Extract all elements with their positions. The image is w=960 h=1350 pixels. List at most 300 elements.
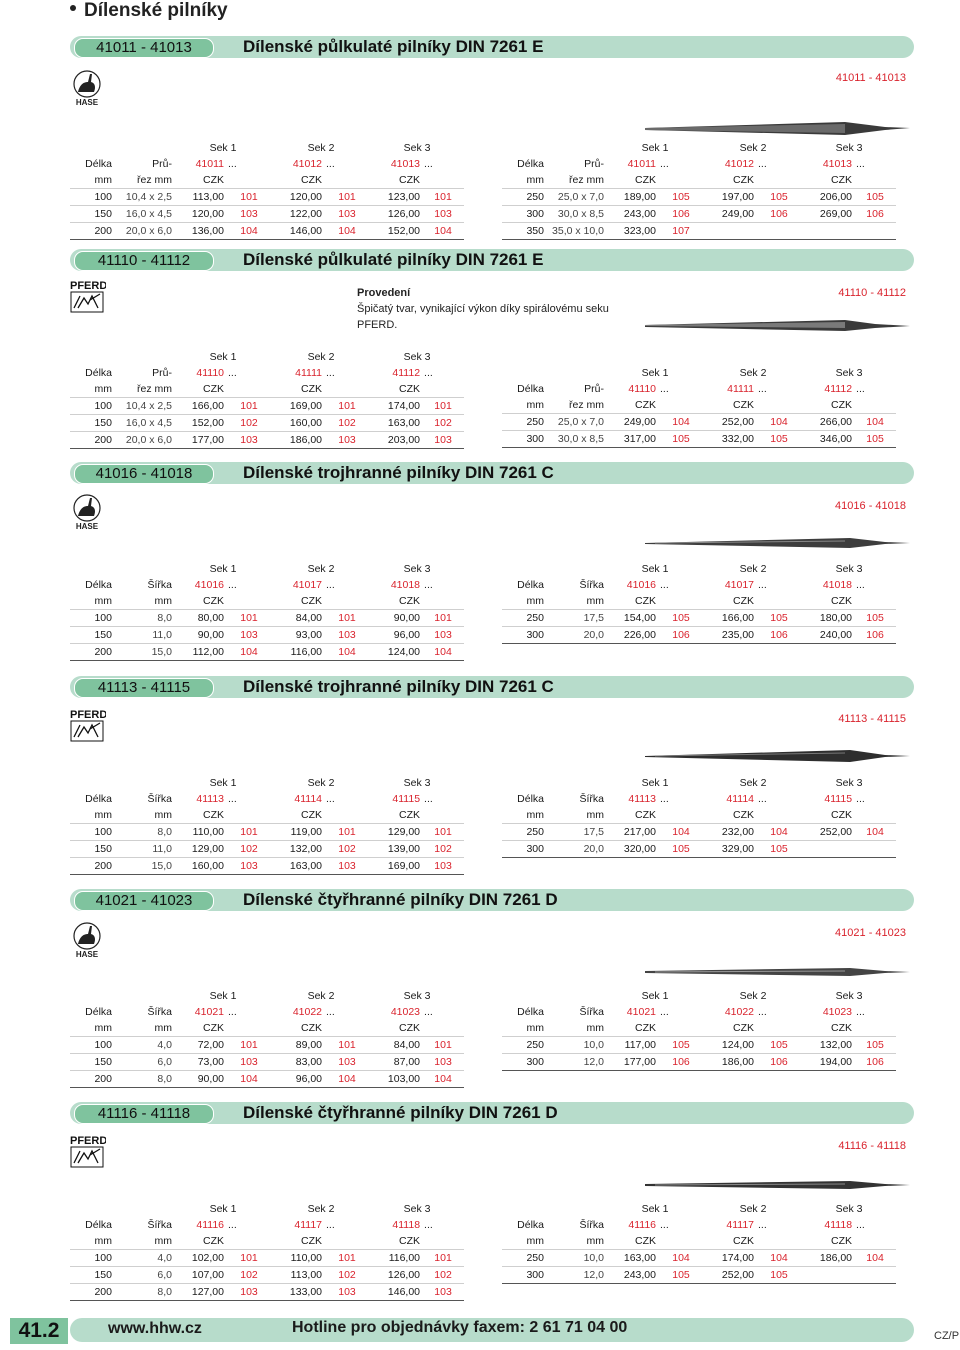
header-code-1: 41110 bbox=[628, 383, 656, 395]
section-title: Dílenské půlkulaté pilníky DIN 7261 E bbox=[243, 37, 544, 56]
section-description bbox=[357, 285, 609, 333]
cell-group-1: 106 bbox=[658, 1054, 704, 1071]
table-row bbox=[70, 610, 464, 627]
cell-price-1: 90,00 bbox=[174, 627, 226, 644]
cell-price-2: 122,00 bbox=[272, 206, 324, 223]
unit-price-1: CZK bbox=[635, 809, 656, 821]
cell-price-1: 152,00 bbox=[174, 415, 226, 432]
header-unit-row bbox=[502, 807, 896, 824]
cell-price-2: 332,00 bbox=[704, 431, 756, 448]
cell-price-3: 194,00 bbox=[802, 1054, 854, 1071]
cell-group-3: 102 bbox=[422, 841, 464, 858]
cell-group-2: 101 bbox=[324, 1250, 370, 1267]
header-sek1: Sek 1 bbox=[209, 142, 237, 154]
cell-price-2: 119,00 bbox=[272, 824, 324, 841]
cell-price-2: 146,00 bbox=[272, 223, 324, 240]
header-code-3: 41115 bbox=[824, 793, 853, 805]
table-row bbox=[502, 189, 896, 206]
unit-length: mm bbox=[526, 1022, 544, 1034]
cell-group-3: 101 bbox=[422, 1250, 464, 1267]
cell-length: 300 bbox=[502, 1267, 546, 1284]
hase-logo bbox=[70, 70, 104, 104]
unit-price-2: CZK bbox=[733, 174, 755, 186]
header-unit-row bbox=[502, 1233, 896, 1250]
table-row bbox=[502, 824, 896, 841]
table-row bbox=[502, 841, 896, 858]
table-row bbox=[502, 627, 896, 644]
cell-price-3: 126,00 bbox=[370, 206, 422, 223]
cell-length: 250 bbox=[502, 1037, 546, 1054]
cell-length: 300 bbox=[502, 627, 546, 644]
section-title: Dílenské půlkulaté pilníky DIN 7261 E bbox=[243, 250, 544, 269]
header-code-row bbox=[70, 1004, 464, 1020]
price-table-right bbox=[502, 775, 896, 858]
table-row bbox=[502, 431, 896, 448]
table-row bbox=[70, 1071, 464, 1088]
cell-dimension: 6,0 bbox=[114, 1054, 174, 1071]
cell-length: 150 bbox=[70, 627, 114, 644]
header-sek2: Sek 2 bbox=[739, 990, 767, 1002]
cell-price-2: 83,00 bbox=[272, 1054, 324, 1071]
unit-dimension: mm bbox=[586, 809, 604, 821]
header-code-2: 41017 bbox=[292, 579, 323, 591]
cell-price-2: 232,00 bbox=[704, 824, 756, 841]
header-code-3-suffix: ... bbox=[856, 383, 865, 395]
header-sek3: Sek 3 bbox=[835, 1203, 863, 1215]
footer-url[interactable]: www.hhw.cz bbox=[108, 1320, 202, 1337]
price-table-right bbox=[502, 140, 896, 240]
cell-price-3: 186,00 bbox=[802, 1250, 854, 1267]
header-code-1: 41113 bbox=[628, 793, 656, 805]
header-code-2: 41012 bbox=[724, 158, 755, 170]
unit-length: mm bbox=[526, 595, 544, 607]
cell-dimension: 15,0 bbox=[114, 644, 174, 661]
cell-group-2: 101 bbox=[324, 189, 370, 206]
section-title: Dílenské čtyřhranné pilníky DIN 7261 D bbox=[243, 1103, 558, 1122]
cell-price-1: 226,00 bbox=[606, 627, 658, 644]
header-length: Délka bbox=[85, 579, 112, 591]
cell-price-3: 116,00 bbox=[370, 1250, 422, 1267]
cell-group-2: 101 bbox=[324, 610, 370, 627]
file-tool-image bbox=[645, 1175, 915, 1202]
cell-group-3: 106 bbox=[854, 627, 896, 644]
header-sek3: Sek 3 bbox=[835, 777, 863, 789]
cell-dimension: 8,0 bbox=[114, 1284, 174, 1301]
unit-price-3: CZK bbox=[399, 595, 421, 607]
table-row bbox=[502, 610, 896, 627]
header-unit-row bbox=[70, 1233, 464, 1250]
header-sek1: Sek 1 bbox=[641, 367, 669, 379]
cell-group-1: 106 bbox=[658, 206, 704, 223]
table-row bbox=[502, 1054, 896, 1071]
header-unit-row bbox=[502, 593, 896, 610]
cell-group-1: 101 bbox=[226, 189, 272, 206]
hase-logo bbox=[70, 494, 104, 528]
cell-group-2: 106 bbox=[756, 627, 802, 644]
header-code-3: 41013 bbox=[822, 158, 853, 170]
cell-group-1: 101 bbox=[226, 1250, 272, 1267]
cell-group-2: 104 bbox=[756, 824, 802, 841]
cell-dimension: 10,0 bbox=[546, 1250, 606, 1267]
cell-group-2: 103 bbox=[324, 1054, 370, 1071]
cell-price-3: 203,00 bbox=[370, 432, 422, 449]
cell-group-1: 102 bbox=[226, 415, 272, 432]
header-code-2: 41114 bbox=[726, 793, 755, 805]
table-row bbox=[70, 841, 464, 858]
header-code-3: 41118 bbox=[824, 1219, 853, 1231]
cell-group-1: 105 bbox=[658, 431, 704, 448]
cell-price-3: 90,00 bbox=[370, 610, 422, 627]
cell-price-1: 177,00 bbox=[606, 1054, 658, 1071]
header-sek3: Sek 3 bbox=[403, 142, 431, 154]
cell-group-3: 101 bbox=[422, 1037, 464, 1054]
header-code-2: 41111 bbox=[727, 383, 755, 395]
cell-price-3: 206,00 bbox=[802, 189, 854, 206]
table-row bbox=[70, 1037, 464, 1054]
unit-dimension: mm bbox=[154, 595, 172, 607]
cell-dimension: 11,0 bbox=[114, 841, 174, 858]
cell-dimension: 25,0 x 7,0 bbox=[546, 414, 606, 431]
cell-price-3: 123,00 bbox=[370, 189, 422, 206]
header-code-2-suffix: ... bbox=[758, 793, 767, 805]
cell-group-3: 104 bbox=[422, 223, 464, 240]
header-length: Délka bbox=[85, 158, 112, 170]
cell-length: 150 bbox=[70, 415, 114, 432]
header-code-3: 41023 bbox=[390, 1006, 421, 1018]
price-table-right bbox=[502, 561, 896, 644]
unit-price-3: CZK bbox=[399, 383, 421, 395]
cell-price-3: 103,00 bbox=[370, 1071, 422, 1088]
cell-group-2: 103 bbox=[324, 627, 370, 644]
cell-group-3: 103 bbox=[422, 627, 464, 644]
header-code-row bbox=[502, 1217, 896, 1233]
header-code-2: 41022 bbox=[292, 1006, 323, 1018]
header-dimension: Prů- bbox=[152, 158, 172, 170]
cell-price-1: 160,00 bbox=[174, 858, 226, 875]
cell-price-1: 217,00 bbox=[606, 824, 658, 841]
header-sek1: Sek 1 bbox=[209, 990, 237, 1002]
cell-dimension: 20,0 x 6,0 bbox=[114, 223, 174, 240]
cell-group-3: 103 bbox=[422, 1284, 464, 1301]
section-header-bar bbox=[70, 1102, 914, 1124]
footer-hotline: Hotline pro objednávky faxem: 2 61 71 04 00 bbox=[292, 1319, 628, 1336]
header-sek3: Sek 3 bbox=[835, 563, 863, 575]
cell-group-3: 101 bbox=[422, 610, 464, 627]
cell-group-2: 104 bbox=[324, 223, 370, 240]
cell-group-3: 105 bbox=[854, 610, 896, 627]
table-row bbox=[502, 1267, 896, 1284]
header-sek-row bbox=[70, 349, 464, 365]
cell-length: 300 bbox=[502, 1054, 546, 1071]
header-sek2: Sek 2 bbox=[739, 777, 767, 789]
header-code-3-suffix: ... bbox=[856, 1219, 865, 1231]
price-table-left bbox=[70, 1201, 464, 1301]
section-code: 41116 - 41118 bbox=[74, 1104, 214, 1124]
header-sek-row bbox=[502, 988, 896, 1004]
cell-dimension: 16,0 x 4,5 bbox=[114, 206, 174, 223]
cell-price-1: 110,00 bbox=[174, 824, 226, 841]
cell-price-2 bbox=[704, 223, 756, 240]
cell-length: 250 bbox=[502, 414, 546, 431]
unit-price-1: CZK bbox=[635, 1022, 656, 1034]
cell-group-1: 101 bbox=[226, 1037, 272, 1054]
cell-price-2: 160,00 bbox=[272, 415, 324, 432]
cell-group-1: 103 bbox=[226, 1284, 272, 1301]
cell-price-3: 139,00 bbox=[370, 841, 422, 858]
header-sek3: Sek 3 bbox=[403, 777, 431, 789]
header-code-row bbox=[502, 156, 896, 172]
header-code-3-suffix: ... bbox=[424, 1006, 433, 1018]
unit-dimension: řez mm bbox=[137, 383, 172, 395]
unit-price-1: CZK bbox=[203, 809, 224, 821]
cell-group-2: 105 bbox=[756, 431, 802, 448]
price-table-right bbox=[502, 988, 896, 1071]
header-code-1-suffix: ... bbox=[228, 1006, 237, 1018]
cell-group-1: 104 bbox=[226, 223, 272, 240]
pferd-logo bbox=[70, 709, 104, 743]
header-code-2-suffix: ... bbox=[758, 579, 767, 591]
header-sek-row bbox=[502, 775, 896, 791]
header-code-1: 41016 bbox=[194, 579, 224, 591]
header-sek2: Sek 2 bbox=[739, 1203, 767, 1215]
header-code-1-suffix: ... bbox=[660, 383, 669, 395]
cell-price-1: 177,00 bbox=[174, 432, 226, 449]
cell-length: 200 bbox=[70, 644, 114, 661]
cell-price-2: 329,00 bbox=[704, 841, 756, 858]
cell-price-1: 323,00 bbox=[606, 223, 658, 240]
cell-price-3: 346,00 bbox=[802, 431, 854, 448]
header-sek1: Sek 1 bbox=[209, 777, 237, 789]
cell-price-3: 84,00 bbox=[370, 1037, 422, 1054]
page-title: Dílenské pilníky bbox=[70, 0, 228, 22]
table-row bbox=[70, 627, 464, 644]
header-code-1-suffix: ... bbox=[660, 1006, 669, 1018]
unit-price-2: CZK bbox=[733, 1022, 755, 1034]
cell-group-1: 103 bbox=[226, 1054, 272, 1071]
header-sek2: Sek 2 bbox=[307, 990, 335, 1002]
cell-dimension: 10,4 x 2,5 bbox=[114, 398, 174, 415]
header-code-3: 41018 bbox=[822, 579, 853, 591]
cell-group-1: 106 bbox=[658, 627, 704, 644]
file-tool-image bbox=[645, 962, 915, 989]
section-code: 41021 - 41023 bbox=[74, 891, 214, 911]
cell-group-1: 103 bbox=[226, 432, 272, 449]
cell-price-3 bbox=[802, 1267, 854, 1284]
unit-length: mm bbox=[94, 809, 112, 821]
table-row bbox=[70, 432, 464, 449]
cell-length: 150 bbox=[70, 1267, 114, 1284]
cell-length: 200 bbox=[70, 1284, 114, 1301]
header-dimension: Šířka bbox=[579, 579, 604, 591]
header-sek2: Sek 2 bbox=[307, 351, 335, 363]
cell-group-1: 101 bbox=[226, 610, 272, 627]
cell-price-1: 90,00 bbox=[174, 1071, 226, 1088]
table-row bbox=[70, 1284, 464, 1301]
cell-group-3: 106 bbox=[854, 1054, 896, 1071]
header-sek-row bbox=[70, 140, 464, 156]
header-code-1: 41113 bbox=[196, 793, 224, 805]
cell-price-3: 252,00 bbox=[802, 824, 854, 841]
cell-price-3: 129,00 bbox=[370, 824, 422, 841]
header-length: Délka bbox=[517, 383, 544, 395]
header-code-2: 41114 bbox=[294, 793, 323, 805]
cell-price-3: 126,00 bbox=[370, 1267, 422, 1284]
unit-price-3: CZK bbox=[399, 1235, 421, 1247]
price-table-left bbox=[70, 561, 464, 661]
cell-price-2: 89,00 bbox=[272, 1037, 324, 1054]
cell-group-2: 101 bbox=[324, 824, 370, 841]
unit-price-1: CZK bbox=[635, 595, 656, 607]
file-tool-image bbox=[645, 746, 915, 773]
unit-dimension: řez mm bbox=[137, 174, 172, 186]
cell-price-2: 116,00 bbox=[272, 644, 324, 661]
header-code-row bbox=[70, 156, 464, 172]
cell-dimension: 16,0 x 4,5 bbox=[114, 415, 174, 432]
cell-group-2: 103 bbox=[324, 206, 370, 223]
cell-group-3: 103 bbox=[422, 206, 464, 223]
cell-group-3: 105 bbox=[854, 189, 896, 206]
section-header-bar bbox=[70, 249, 914, 271]
cell-group-2: 104 bbox=[324, 644, 370, 661]
header-length: Délka bbox=[85, 1219, 112, 1231]
header-length: Délka bbox=[85, 793, 112, 805]
section-code: 41011 - 41013 bbox=[74, 38, 214, 58]
header-code-1: 41021 bbox=[194, 1006, 224, 1018]
header-code-3: 41023 bbox=[822, 1006, 853, 1018]
cell-group-1: 103 bbox=[226, 206, 272, 223]
cell-price-2: 93,00 bbox=[272, 627, 324, 644]
svg-text:PFERD: PFERD bbox=[70, 709, 106, 721]
cell-group-2: 105 bbox=[756, 841, 802, 858]
cell-length: 200 bbox=[70, 432, 114, 449]
header-code-1-suffix: ... bbox=[660, 1219, 669, 1231]
cell-group-1: 102 bbox=[226, 841, 272, 858]
header-length: Délka bbox=[517, 793, 544, 805]
cell-group-3: 101 bbox=[422, 824, 464, 841]
table-row bbox=[70, 189, 464, 206]
cell-group-3: 101 bbox=[422, 398, 464, 415]
header-code-2-suffix: ... bbox=[326, 158, 335, 170]
cell-price-3: 180,00 bbox=[802, 610, 854, 627]
section-code-red: 41011 - 41013 bbox=[835, 72, 906, 84]
header-sek3: Sek 3 bbox=[403, 351, 431, 363]
header-code-row bbox=[70, 577, 464, 593]
cell-group-2: 105 bbox=[756, 189, 802, 206]
cell-group-3: 102 bbox=[422, 415, 464, 432]
unit-dimension: mm bbox=[586, 1022, 604, 1034]
cell-length: 150 bbox=[70, 206, 114, 223]
cell-length: 300 bbox=[502, 431, 546, 448]
unit-length: mm bbox=[526, 1235, 544, 1247]
cell-price-2: 133,00 bbox=[272, 1284, 324, 1301]
cell-price-1: 136,00 bbox=[174, 223, 226, 240]
unit-length: mm bbox=[526, 174, 544, 186]
cell-group-1: 105 bbox=[658, 610, 704, 627]
header-code-3: 41018 bbox=[390, 579, 421, 591]
price-table-left bbox=[70, 775, 464, 875]
cell-price-1: 154,00 bbox=[606, 610, 658, 627]
cell-group-2: 102 bbox=[324, 841, 370, 858]
price-table-right bbox=[502, 365, 896, 448]
header-sek3: Sek 3 bbox=[403, 990, 431, 1002]
header-code-2: 41111 bbox=[295, 367, 323, 379]
cell-dimension: 30,0 x 8,5 bbox=[546, 431, 606, 448]
unit-price-2: CZK bbox=[733, 1235, 755, 1247]
cell-price-3: 269,00 bbox=[802, 206, 854, 223]
header-code-1: 41011 bbox=[627, 158, 656, 170]
header-code-3: 41112 bbox=[392, 367, 421, 379]
cell-group-2: 101 bbox=[324, 398, 370, 415]
header-unit-row bbox=[502, 1020, 896, 1037]
header-code-2-suffix: ... bbox=[326, 1219, 335, 1231]
header-sek-row bbox=[502, 561, 896, 577]
cell-group-2: 104 bbox=[756, 414, 802, 431]
price-table-left bbox=[70, 349, 464, 449]
table-row bbox=[70, 1267, 464, 1284]
header-sek3: Sek 3 bbox=[403, 1203, 431, 1215]
unit-price-2: CZK bbox=[733, 399, 755, 411]
cell-group-2: 103 bbox=[324, 1284, 370, 1301]
cell-length: 100 bbox=[70, 1250, 114, 1267]
header-sek-row bbox=[502, 1201, 896, 1217]
cell-price-2: 186,00 bbox=[704, 1054, 756, 1071]
cell-price-3: 87,00 bbox=[370, 1054, 422, 1071]
header-code-3-suffix: ... bbox=[856, 793, 865, 805]
unit-dimension: mm bbox=[154, 1022, 172, 1034]
cell-dimension: 25,0 x 7,0 bbox=[546, 189, 606, 206]
header-length: Délka bbox=[517, 579, 544, 591]
cell-price-1: 243,00 bbox=[606, 1267, 658, 1284]
header-code-2-suffix: ... bbox=[326, 793, 335, 805]
unit-price-2: CZK bbox=[301, 1235, 323, 1247]
cell-price-1: 107,00 bbox=[174, 1267, 226, 1284]
file-tool-image bbox=[645, 316, 915, 343]
header-sek-row bbox=[502, 365, 896, 381]
header-unit-row bbox=[70, 593, 464, 610]
cell-dimension: 6,0 bbox=[114, 1267, 174, 1284]
header-code-1: 41110 bbox=[196, 367, 224, 379]
header-unit-row bbox=[502, 397, 896, 414]
cell-price-3: 266,00 bbox=[802, 414, 854, 431]
unit-length: mm bbox=[526, 399, 544, 411]
footer-language: CZ/P bbox=[934, 1330, 960, 1342]
cell-dimension: 8,0 bbox=[114, 824, 174, 841]
section-header-bar bbox=[70, 462, 914, 484]
section-title: Dílenské trojhranné pilníky DIN 7261 C bbox=[243, 463, 554, 482]
header-code-2-suffix: ... bbox=[758, 1219, 767, 1231]
cell-price-2: 110,00 bbox=[272, 1250, 324, 1267]
pferd-logo bbox=[70, 1135, 104, 1169]
section-header-bar bbox=[70, 676, 914, 698]
header-code-row bbox=[502, 577, 896, 593]
header-code-3-suffix: ... bbox=[424, 793, 433, 805]
unit-price-3: CZK bbox=[831, 174, 853, 186]
header-dimension: Prů- bbox=[584, 383, 604, 395]
cell-group-1: 103 bbox=[226, 627, 272, 644]
cell-group-2: 103 bbox=[324, 858, 370, 875]
header-code-3-suffix: ... bbox=[424, 158, 433, 170]
cell-length: 200 bbox=[70, 223, 114, 240]
svg-text:HASE: HASE bbox=[75, 98, 99, 106]
header-unit-row bbox=[502, 172, 896, 189]
cell-price-3: 96,00 bbox=[370, 627, 422, 644]
table-row bbox=[502, 1250, 896, 1267]
cell-price-1: 249,00 bbox=[606, 414, 658, 431]
cell-group-2: 106 bbox=[756, 206, 802, 223]
cell-group-1: 104 bbox=[658, 414, 704, 431]
cell-price-2: 163,00 bbox=[272, 858, 324, 875]
cell-group-1: 101 bbox=[226, 824, 272, 841]
